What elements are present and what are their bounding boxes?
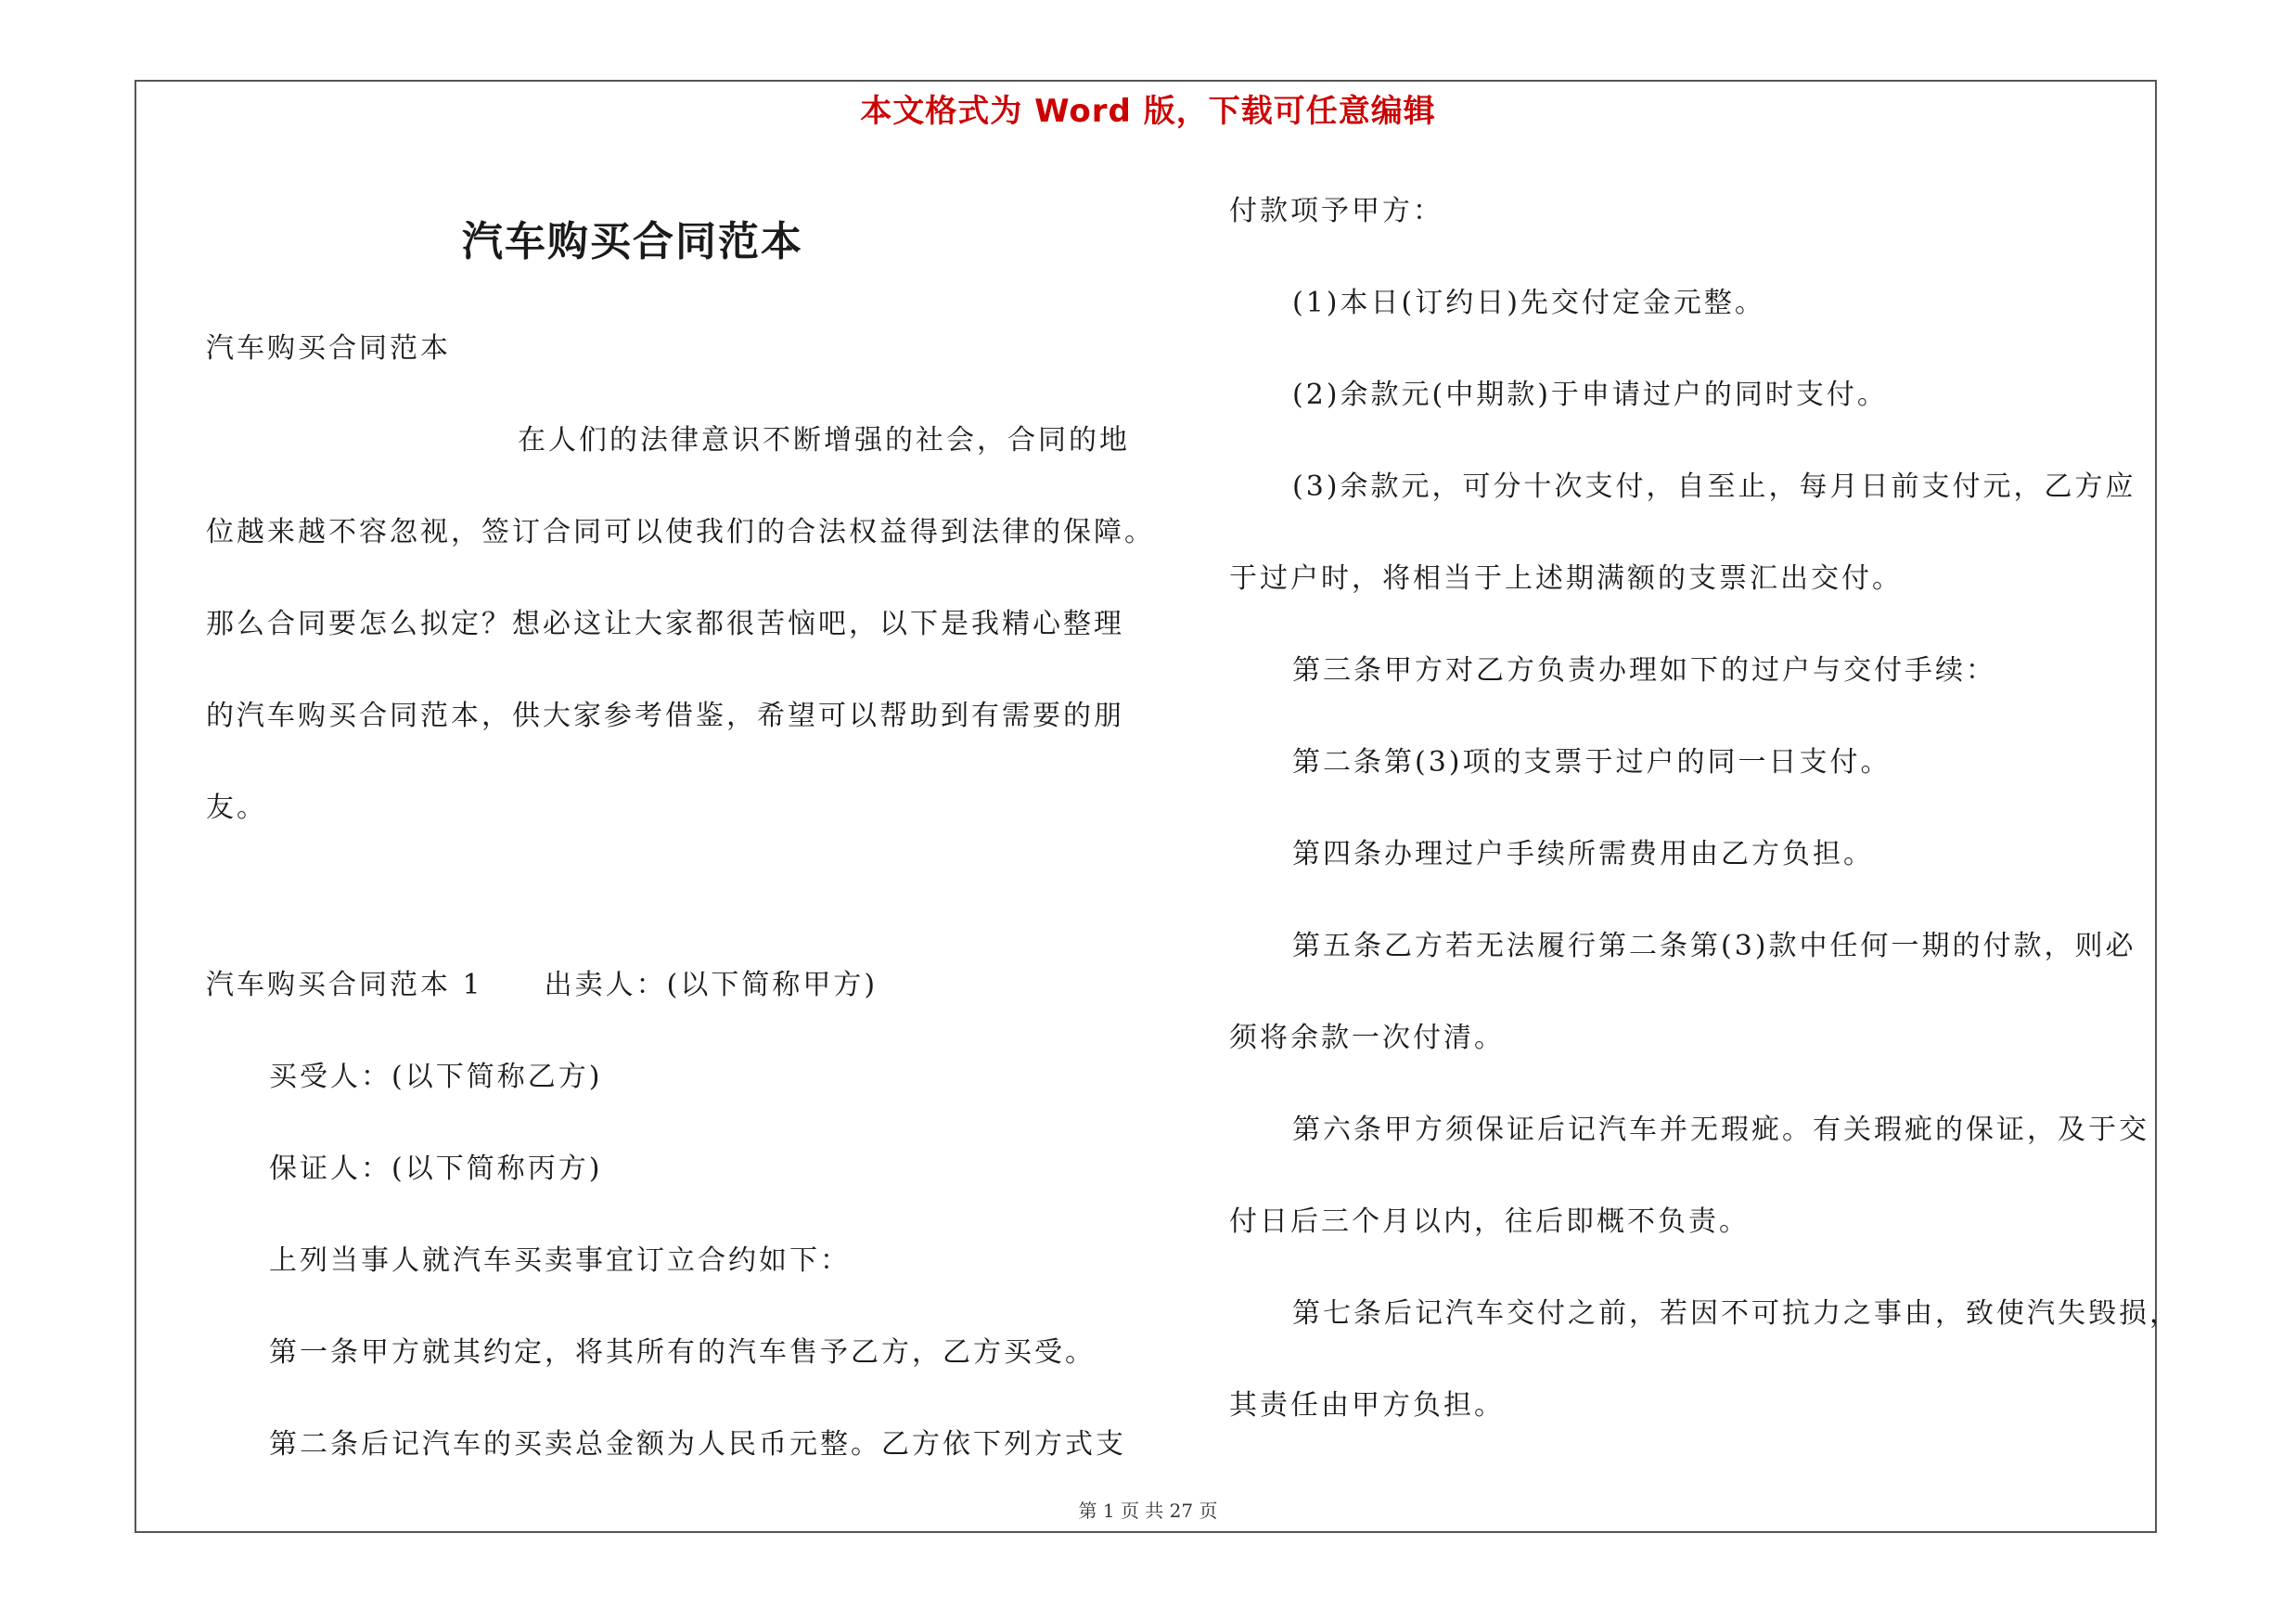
paragraph-line: 须将余款一次付清。 — [1229, 1022, 1505, 1054]
paragraph-line: 在人们的法律意识不断增强的社会，合同的地 — [518, 424, 1130, 457]
paragraph-line: 第二条第(3)项的支票于过户的同一日支付。 — [1292, 746, 1892, 779]
paragraph-line: (2)余款元(中期款)于申请过户的同时支付。 — [1292, 379, 1888, 411]
paragraph-line: 第三条甲方对乙方负责办理如下的过户与交付手续： — [1292, 654, 1996, 687]
paragraph-line: 上列当事人就汽车买卖事宜订立合约如下： — [269, 1244, 851, 1277]
subtitle-line: 汽车购买合同范本 — [206, 332, 451, 365]
paragraph-line: 付日后三个月以内，往后即概不负责。 — [1229, 1205, 1750, 1238]
paragraph-line: 买受人：(以下简称乙方) — [269, 1061, 603, 1093]
document-title: 汽车购买合同范本 — [462, 218, 803, 265]
paragraph-line: 第一条甲方就其约定，将其所有的汽车售予乙方，乙方买受。 — [269, 1336, 1096, 1369]
word-format-banner: 本文格式为 Word 版，下载可任意编辑 — [860, 93, 1436, 130]
paragraph-line: 于过户时，将相当于上述期满额的支票汇出交付。 — [1229, 562, 1903, 595]
paragraph-line: 第二条后记汽车的买卖总金额为人民币元整。乙方依下列方式支 — [269, 1428, 1126, 1461]
paragraph-line: 保证人：(以下简称丙方) — [269, 1153, 603, 1185]
paragraph-line: 第四条办理过户手续所需费用由乙方负担。 — [1292, 838, 1874, 870]
page-number-footer: 第 1 页 共 27 页 — [1078, 1500, 1218, 1522]
paragraph-line: 付款项予甲方： — [1229, 195, 1443, 227]
paragraph-line: (1)本日(订约日)先交付定金元整。 — [1292, 287, 1765, 319]
paragraph-line: 那么合同要怎么拟定？想必这让大家都很苦恼吧，以下是我精心整理 — [206, 608, 1124, 640]
paragraph-line: 其责任由甲方负担。 — [1229, 1389, 1505, 1422]
paragraph-line: 第五条乙方若无法履行第二条第(3)款中任何一期的付款，则必 — [1292, 930, 2136, 962]
paragraph-line: 位越来越不容忽视，签订合同可以使我们的合法权益得到法律的保障。 — [206, 516, 1155, 548]
contract-heading-line: 汽车购买合同范本 1 出卖人：(以下简称甲方) — [206, 969, 879, 1001]
paragraph-line: 第七条后记汽车交付之前，若因不可抗力之事由，致使汽失毁损， — [1292, 1297, 2180, 1330]
paragraph-line: 友。 — [206, 792, 267, 824]
paragraph-line: 的汽车购买合同范本，供大家参考借鉴，希望可以帮助到有需要的朋 — [206, 700, 1124, 732]
paragraph-line: (3)余款元，可分十次支付，自至止，每月日前支付元，乙方应 — [1292, 470, 2136, 503]
paragraph-line: 第六条甲方须保证后记汽车并无瑕疵。有关瑕疵的保证，及于交 — [1292, 1114, 2149, 1146]
